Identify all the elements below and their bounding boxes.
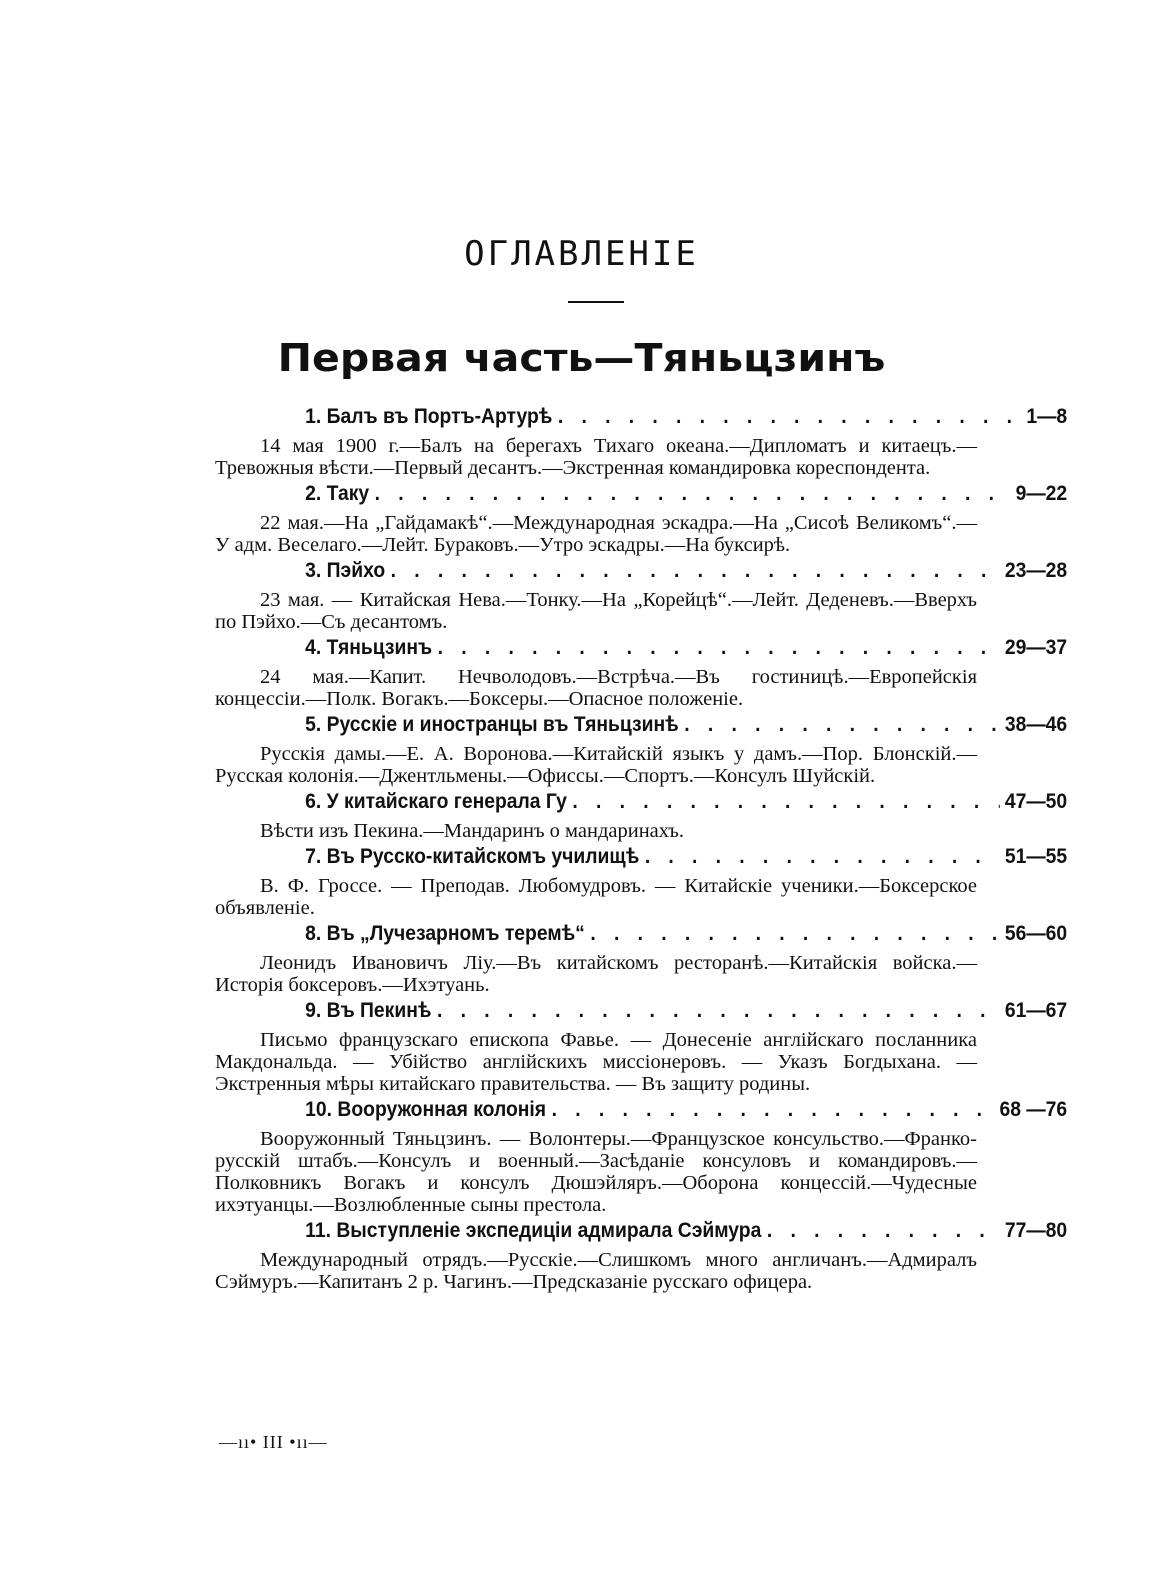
entry-title: 10. Вооружонная колонія: [305, 1098, 547, 1121]
dot-leader: [437, 999, 999, 1023]
entry-pages: 1—8: [1026, 405, 1068, 428]
entry-pages: 9—22: [1015, 482, 1068, 505]
toc-entry-4: [215, 636, 1068, 710]
entry-head: [215, 1219, 1067, 1249]
dot-leader: [590, 922, 999, 946]
part-title: Первая часть—Тяньцзинъ: [277, 336, 886, 380]
entry-description: Международный отрядъ.—Русскіе.—Слишкомъ много англичанъ.—Адмиралъ Сэймуръ.—Капитанъ 2 р. Чагинъ.—Предсказаніе русскаго офицера.: [215, 1249, 977, 1293]
entry-title: 6. У китайскаго генерала Гу: [305, 790, 567, 813]
entry-pages: 61—67: [1004, 999, 1068, 1022]
entry-head: [215, 1098, 1067, 1128]
entry-title: 3. Пэйхо: [305, 559, 386, 582]
entry-title: 4. Тяньцзинъ: [305, 636, 433, 659]
toc-entry-5: [215, 713, 1068, 787]
entry-title: 9. Въ Пекинѣ: [305, 999, 432, 1022]
entry-pages: 51—55: [1004, 845, 1068, 868]
entry-description: Вооружонный Тяньцзинъ. — Волонтеры.—Французское консульство.—Франко-русскій штабъ.—Консулъ и военный.—Засѣданіе консуловъ и командировъ.—Полковникъ Вогакъ и консулъ Дюшэйляръ.—Оборона концессій.—Чудесные ихэтуанцы.—Возлюбленные сыны престола.: [215, 1128, 977, 1216]
entry-pages: 68 —76: [999, 1098, 1068, 1121]
dot-leader: [558, 405, 1021, 429]
entry-pages: 38—46: [1004, 713, 1068, 736]
entry-description: Письмо французскаго епископа Фавье. — Донесеніе англійскаго посланника Макдональда. — Убійство англійскихъ миссіонеровъ. — Указъ Богдыхана. — Экстренныя мѣры китайскаго правительства. — Въ защиту родины.: [215, 1029, 977, 1095]
entry-title: 5. Русскіе и иностранцы въ Тяньцзинѣ: [305, 713, 679, 736]
toc-entry-2: [215, 482, 1068, 556]
toc-heading: ОГЛАВЛЕНІЕ: [464, 234, 699, 274]
dot-leader: [375, 482, 1010, 506]
entry-title: 7. Въ Русско-китайскомъ училищѣ: [305, 845, 640, 868]
entry-description: 23 мая. — Китайская Нева.—Тонку.—На „Корейцѣ“.—Лейт. Деденевъ.—Вверхъ по Пэйхо.—Съ десантомъ.: [215, 589, 977, 633]
entry-head: [215, 999, 1067, 1029]
entry-description: 14 мая 1900 г.—Балъ на берегахъ Тихаго океана.—Дипломатъ и китаецъ.—Тревожныя вѣсти.—Первый десантъ.—Экстренная командировка кореспондента.: [215, 435, 977, 479]
toc-entry-9: [215, 999, 1068, 1095]
dot-leader: [552, 1098, 994, 1122]
dot-leader: [767, 1219, 999, 1243]
entry-head: [215, 636, 1067, 666]
entry-description: 22 мая.—На „Гайдамакѣ“.—Международная эскадра.—На „Сисоѣ Великомъ“.—У адм. Веселаго.—Лейт. Бураковъ.—Утро эскадры.—На буксирѣ.: [215, 512, 977, 556]
toc-entry-6: [215, 790, 1068, 842]
entry-head: [215, 482, 1067, 512]
heading-rule: [568, 301, 624, 303]
entry-head: [215, 559, 1067, 589]
dot-leader: [438, 636, 1000, 660]
dot-leader: [572, 790, 999, 814]
entry-title: 2. Таку: [305, 482, 370, 505]
entry-description: 24 мая.—Капит. Нечволодовъ.—Встрѣча.—Въ гостиницѣ.—Европейскія концессіи.—Полк. Вогакъ.—Боксеры.—Опасное положеніе.: [215, 666, 977, 710]
toc-entry-7: [215, 845, 1068, 919]
entry-title: 8. Въ „Лучезарномъ теремѣ“: [305, 922, 585, 945]
toc-entry-10: [215, 1098, 1068, 1216]
toc-entry-1: [215, 405, 1068, 479]
entry-pages: 23—28: [1004, 559, 1068, 582]
dot-leader: [684, 713, 999, 737]
toc-entry-3: [215, 559, 1068, 633]
entry-title: 11. Выступленіе экспедиціи адмирала Сэймура: [305, 1219, 762, 1242]
entry-head: [215, 790, 1067, 820]
dot-leader: [645, 845, 1000, 869]
entry-description: Леонидъ Ивановичъ Ліу.—Въ китайскомъ ресторанѣ.—Китайскія войска.—Исторія боксеровъ.—Ихэтуань.: [215, 952, 977, 996]
entry-pages: 29—37: [1004, 636, 1068, 659]
entry-head: [215, 713, 1067, 743]
page-number: —ıı• III •ıı—: [219, 1432, 328, 1452]
toc-entry-11: [215, 1219, 1068, 1293]
entry-pages: 56—60: [1004, 922, 1068, 945]
toc-entry-8: [215, 922, 1068, 996]
entry-description: Вѣсти изъ Пекина.—Мандаринъ о мандаринахъ.: [260, 820, 684, 842]
dot-leader: [391, 559, 1000, 583]
entry-pages: 47—50: [1004, 790, 1068, 813]
entry-head: [215, 845, 1067, 875]
entry-title: 1. Балъ въ Портъ-Артурѣ: [305, 405, 553, 428]
entry-head: [215, 405, 1067, 435]
entry-description: В. Ф. Гроссе. — Преподав. Любомудровъ. — Китайскіе ученики.—Боксерское объявленіе.: [215, 875, 977, 919]
entry-head: [215, 922, 1067, 952]
toc-entries: [215, 405, 1068, 1296]
entry-description: Русскія дамы.—Е. А. Воронова.—Китайскій языкъ у дамъ.—Пор. Блонскій.—Русская колонія.—Джентльмены.—Офиссы.—Спортъ.—Консулъ Шуйскій.: [215, 743, 977, 787]
entry-pages: 77—80: [1004, 1219, 1068, 1242]
